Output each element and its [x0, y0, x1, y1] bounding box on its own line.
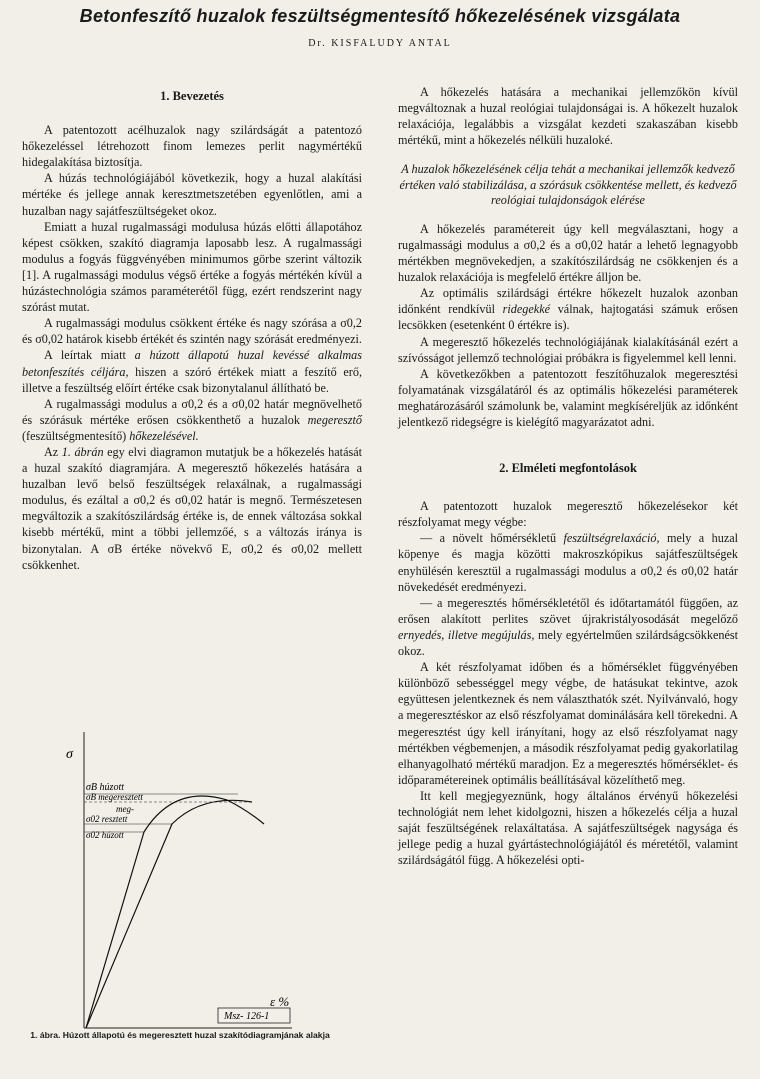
paragraph [398, 285, 738, 333]
text-run: mely egyértelműen szilárdságcsökkenést okoz. [398, 627, 738, 659]
section-heading-theory: 2. Elméleti megfontolások [499, 461, 637, 476]
italic-run: hőkezelésével. [129, 428, 199, 443]
text-run: A rugalmassági modulus a σ0,2 és a σ0,02 határ megnövelhető és szórásuk mértéke erősen csökkenthető a huzalok [22, 396, 362, 427]
left-column [22, 84, 362, 573]
paragraph: A húzás technológiájából következik, hogy a huzal alakítási mértéke és jellege annak keresztmetszetében egyenlőtlen, ami a huzalban nagy sajátfeszültségeket okoz. [22, 171, 362, 218]
caption-text: Húzott állapotú és megeresztett huzal szakítódiagramjának alakja [62, 1030, 330, 1040]
figure-caption [0, 1030, 360, 1041]
italic-run: 1. ábrán [61, 444, 104, 459]
text-run: A leírtak miatt [44, 348, 126, 363]
figure-stamp: Msz- 126-1 [224, 1011, 270, 1022]
tensile-diagram-svg [22, 732, 352, 1032]
text-run: Az [44, 444, 59, 459]
paragraph: A hőkezelés paramétereit úgy kell megválasztani, hogy a rugalmassági modulus a σ0,2 és a σ0,02 határ a lehető legnagyobb mértékben megnövekedjen, a szakítószilárdság ne csökkenjen és a huzalok relaxációja is megfelelő értékre álljon be. [398, 221, 738, 285]
text-run: válnak, hajtogatási számuk erősen lecsökken (esetenként 0 értékre is). [398, 302, 739, 333]
paragraph: Itt kell megjegyeznünk, hogy általános érvényű hőkezelési technológiát nem lehet kidolgozni, hiszen a hőkezelés célja a huzal saját feszültségének relaxáltatása. A sajátfeszültségek nagysága és jellege pedig a huzal gyártástechnológiájától és méretétől, valamint szilárdságától függ. A hőkezelési opti- [398, 788, 738, 868]
author-line: Dr. KISFALUDY ANTAL [308, 38, 452, 49]
label-s02-megeresztett: σ02 resztett [86, 814, 128, 824]
paragraph [398, 530, 738, 594]
paragraph: A patentozott huzalok megeresztő hőkezelésekor két részfolyamat megy végbe: [398, 499, 738, 530]
paragraph: A patentozott acélhuzalok nagy szilárdságát a patentozó hőkezeléssel létrehozott finom lemezes perlit nagymértékű hidegalakítása biztosítja. [22, 123, 362, 170]
paragraph: A hőkezelés hatására a mechanikai jellemzőkön kívül megváltoznak a huzal reológiai tulajdonságai is. A hőkezelt huzalok relaxációja, legalábbis a vizsgálat kezdeti szakaszában kisebb mértékű, mint a hőkezelés nélküli huzaloké. [398, 85, 738, 148]
italic-run: a húzott állapotú huzal kevéssé alkalmas betonfeszítés céljára, [22, 348, 363, 379]
x-axis-label: ε % [270, 994, 290, 1009]
text-run: hiszen a szóró értékek miatt a feszítő erő, illetve a feszültség előírt értéke csak bizonytalanul állítható be. [22, 364, 363, 395]
italic-run: ridegekké [502, 302, 551, 317]
text-run: — a megeresztés hőmérsékletétől és időtartamától függően, az erősen alakított perlites szövet újrakristályosodását megelőző [398, 595, 738, 626]
label-sb-huzott: σB húzott [86, 782, 124, 793]
figure-1-diagram [22, 732, 352, 1032]
caption-number: 1. ábra. [30, 1030, 61, 1040]
paragraph: A megeresztő hőkezelés technológiájának kialakításánál ezért a szívósságot jellemző technológiai próbákra is figyelemmel kell lenni. [398, 334, 738, 365]
label-sb-megeresztett: σB megeresztett [86, 792, 143, 802]
label-s02-meg-a: meg- [116, 804, 134, 814]
italic-run: feszültségrelaxáció, [563, 531, 660, 546]
text-run: (feszültségmentesítő) [22, 428, 127, 443]
paragraph: Emiatt a huzal rugalmassági modulusa húzás előtti állapotához képest csökken, szakító diagramja laposabb lesz. A rugalmassági modulus a fogyás függvényében minimumos görbe szerint változik [1]. A rugalmassági modulus végső értéke a fogyás mértékén kívül a húzástechnológia számos paraméterétől függ, ezért rendszerint nagy szórást mutat. [22, 219, 362, 315]
italic-run: ernyedés, illetve megújulás, [398, 627, 535, 642]
article-title: Betonfeszítő huzalok feszültségmentesítő hőkezelésének vizsgálata [79, 6, 681, 26]
paragraph [22, 396, 362, 444]
section-heading-introduction: 1. Bevezetés [160, 89, 224, 103]
text-run: mely a huzal köpenye és magja közötti makroszkópikus sajátfeszültségek enyhülésén keresztül a rugalmassági modulus a σ0,2 és σ0,02 határ növekedését eredményezi. [398, 531, 739, 594]
paragraph [22, 444, 362, 573]
paragraph: A következőkben a patentozott feszítőhuzalok megeresztési folyamatának vizsgálatáról és az optimális hőkezelési paraméterek meghatározásáról számolunk be, valamint megkíséreljük az időnként jelentkező ridegségre is kielégítő magyarázatot adni. [398, 366, 738, 429]
y-axis-label: σ [66, 747, 73, 762]
paragraph [398, 595, 738, 659]
paragraph: A két részfolyamat időben és a hőmérséklet függvényében különböző sebességgel megy végbe, de hatásukat tekintve, azok együttesen jelentkeznek és nem választhatók szét. Nyilvánvaló, hogy a megeresztéskor az első részfolyamat dominálására kell törekedni. A megeresztést úgy kell irányítani, hogy az első részfolyamat nagy mértékben végbemenjen, a második részfolyamat pedig gyakorlatilag elhanyagolható mértékű maradjon. Ez a megeresztés hőmérséklet- és időparamétereinek optimális beállításával közelíthető meg. [398, 660, 738, 787]
right-column [398, 84, 738, 868]
paragraph: A rugalmassági modulus csökkent értéke és nagy szórása a σ0,2 és σ0,02 határok kisebb értékét és szintén nagy szórását eredményezi. [22, 316, 362, 347]
label-s02-huzott: σ02 húzott [86, 830, 124, 840]
text-run: Az optimális szilárdsági értékre hőkezelt huzalok azonban időnként rendkívül [398, 286, 738, 317]
text-run: egy elvi diagramon mutatjuk be a hőkezelés hatását a huzal szakító diagramjára. A megeresztő hőkezelés hatására a huzalban levő belső feszültségek relaxálnak, a rugalmassági modulus, és ezáltal a σ0,2 és σ0,02 határ is megnő. Természetesen megváltozik a szakítószilárdság értéke is, de ennek változása sokkal kisebb mértékű, mint a többi jellemzőé, s a változás iránya is bizonytalan. A σB értéke növekvő E, σ0,2 és σ0,02 mellett csökkenhet. [22, 444, 363, 572]
paragraph [22, 347, 362, 395]
text-run: — a növelt hőmérsékletű [420, 531, 557, 546]
highlighted-statement: A huzalok hőkezelésének célja tehát a mechanikai jellemzők kedvező értéken való stabilizálása, a szórásuk csökkentése mellett, és kedvező reológiai tulajdonságok elérése [399, 162, 737, 208]
italic-run: megeresztő [307, 412, 362, 427]
